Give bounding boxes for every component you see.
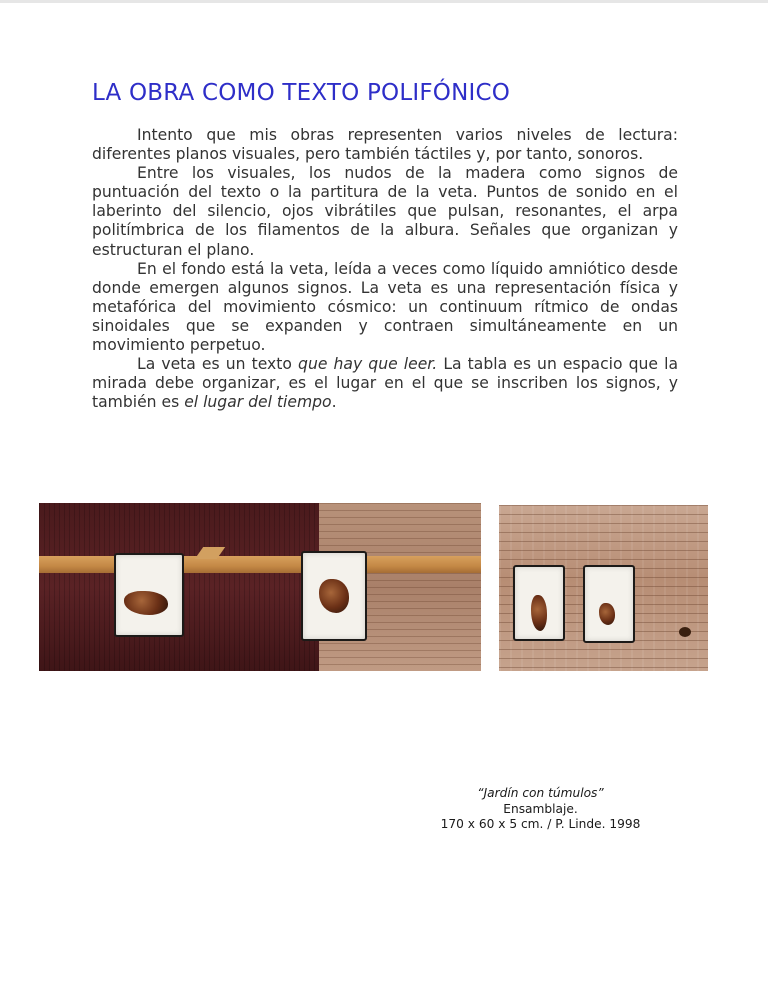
top-border-line — [0, 0, 768, 3]
paragraph-2: Entre los visuales, los nudos de la madera como signos de puntuación del texto o la partitura de la veta. Puntos de sonido en el laberinto del silencio, ojos vibrátiles que pulsan, resonantes, el arpa politímbrica de los filamentos de la albura. Señales que organizan y estructuran el plano. — [92, 164, 678, 259]
wood-strip — [39, 556, 481, 573]
caption-technique: Ensamblaje. — [503, 801, 578, 816]
ceramic-tile-detail-right — [583, 565, 635, 643]
wood-knot — [679, 627, 691, 637]
paragraph-4-part-e: . — [331, 393, 337, 412]
ceramic-tile-right — [301, 551, 367, 641]
paragraph-4-part-a: La veta es un texto — [137, 355, 299, 374]
paragraph-4-part-c: La tabla es un espacio que la mirada debe organizar, es el lugar en el que se inscriben los signos, y también es — [92, 355, 679, 412]
paragraph-4-emphasis-1: que hay que leer. — [298, 355, 438, 374]
paragraph-3: En el fondo está la veta, leída a veces como líquido amniótico desde donde emergen algunos signos. La veta es una representación física y metafórica del movimiento cósmico: un continuum rítmico de ondas sinoidales que se expanden y contraen simultáneamente en un movimiento perpetuo. — [92, 259, 678, 355]
paragraph-4 — [92, 355, 678, 412]
paragraph-4-emphasis-2: el lugar del tiempo — [184, 393, 332, 412]
ceramic-tile-detail-left — [513, 565, 565, 641]
relic-fragment-detail-left — [531, 595, 547, 631]
paragraph-1: Intento que mis obras representen varios niveles de lectura: diferentes planos visuales, pero también táctiles y, por tanto, sonoros. — [92, 126, 678, 164]
caption-details: 170 x 60 x 5 cm. / P. Linde. 1998 — [440, 817, 641, 831]
ceramic-tile-left — [114, 553, 184, 637]
relic-fragment-detail-right — [599, 603, 615, 625]
relic-fragment-left — [124, 591, 168, 615]
artwork-photo-detail — [499, 505, 708, 671]
page-title: LA OBRA COMO TEXTO POLIFÓNICO — [92, 80, 511, 106]
caption-title: “Jardín con túmulos” — [477, 786, 604, 800]
artwork-photo-full-view — [39, 503, 481, 671]
artwork-caption — [418, 786, 663, 833]
relic-fragment-right — [319, 579, 349, 613]
body-text — [92, 126, 678, 412]
